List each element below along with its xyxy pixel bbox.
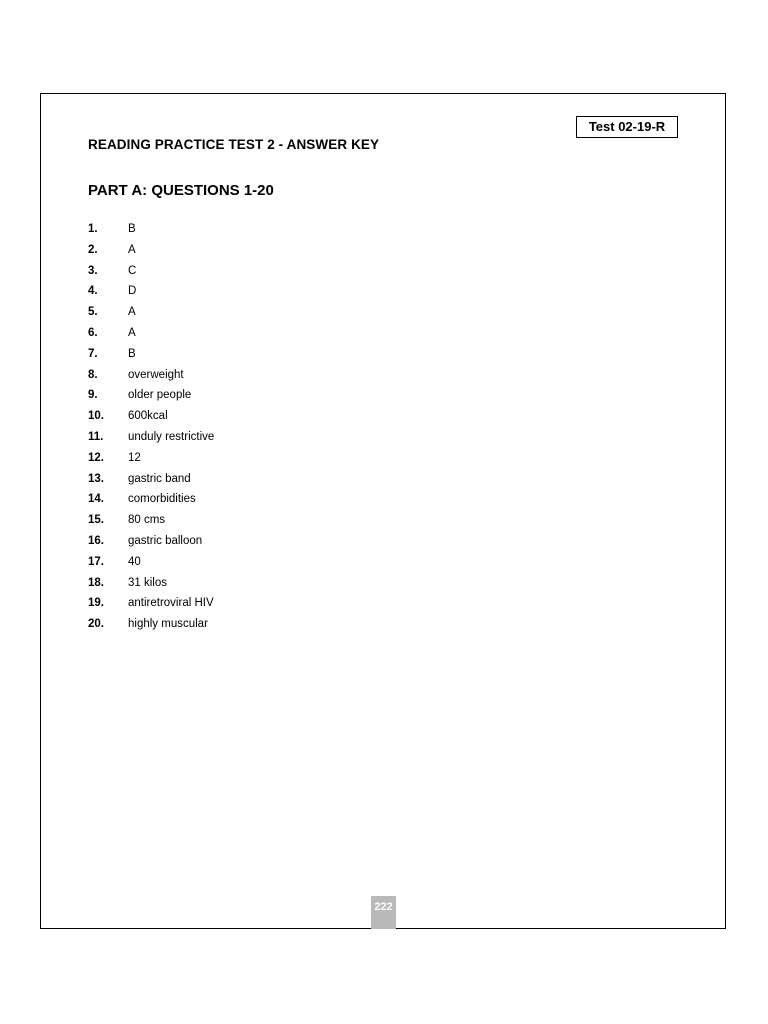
answer-text: D [128,285,137,298]
answer-number: 3. [88,264,98,277]
answer-text: A [128,243,136,256]
answer-row [88,281,214,302]
answer-number: 10. [88,410,104,423]
answer-number: 7. [88,347,98,360]
document-title: READING PRACTICE TEST 2 - ANSWER KEY [88,137,380,152]
answer-row [88,448,214,469]
answer-number: 16. [88,534,104,547]
answer-row [88,427,214,448]
answer-text: B [128,347,136,360]
answer-row [88,261,214,282]
answer-text: comorbidities [128,493,196,506]
answer-row [88,385,214,406]
answer-text: 12 [128,451,141,464]
answer-number: 12. [88,451,104,464]
answer-number: 2. [88,243,98,256]
answer-text: B [128,223,136,235]
answer-text: 31 kilos [128,576,167,589]
page-number-tab: 222 [371,896,396,929]
answer-text: C [128,264,137,277]
answer-row [88,365,214,386]
answer-text: older people [128,389,192,402]
answer-number: 19. [88,597,104,610]
answer-number: 11. [88,430,104,443]
answer-number: 8. [88,368,98,381]
answer-number: 20. [88,618,104,631]
answer-text: A [128,326,136,339]
answer-text: highly muscular [128,618,208,631]
answer-number: 6. [88,326,98,339]
answer-row [88,219,214,240]
answer-list [88,219,214,635]
section-heading: PART A: QUESTIONS 1-20 [88,182,274,199]
answer-number: 18. [88,576,104,589]
answer-row [88,614,214,635]
answer-text: gastric band [128,472,191,485]
answer-number: 15. [88,514,104,527]
answer-row [88,240,214,261]
answer-number: 1. [88,223,98,235]
answer-text: antiretroviral HIV [128,597,214,610]
answer-text: 600kcal [128,410,168,423]
answer-row [88,323,214,344]
answer-row [88,489,214,510]
answer-number: 5. [88,306,98,319]
answer-number: 17. [88,555,104,568]
answer-number: 9. [88,389,98,402]
answer-number: 4. [88,285,98,298]
answer-text: overweight [128,368,184,381]
answer-row [88,573,214,594]
answer-row [88,302,214,323]
answer-number: 13. [88,472,104,485]
answer-text: 80 cms [128,514,166,527]
answer-row [88,552,214,573]
answer-row [88,406,214,427]
answer-number: 14. [88,493,104,506]
answer-text: A [128,306,136,319]
answer-row [88,344,214,365]
answer-row [88,469,214,490]
answer-text: gastric balloon [128,534,203,547]
answer-row [88,531,214,552]
answer-row [88,593,214,614]
answer-row [88,510,214,531]
answer-text: 40 [128,555,141,568]
test-code-box: Test 02-19-R [576,116,678,138]
answer-text: unduly restrictive [128,430,215,443]
